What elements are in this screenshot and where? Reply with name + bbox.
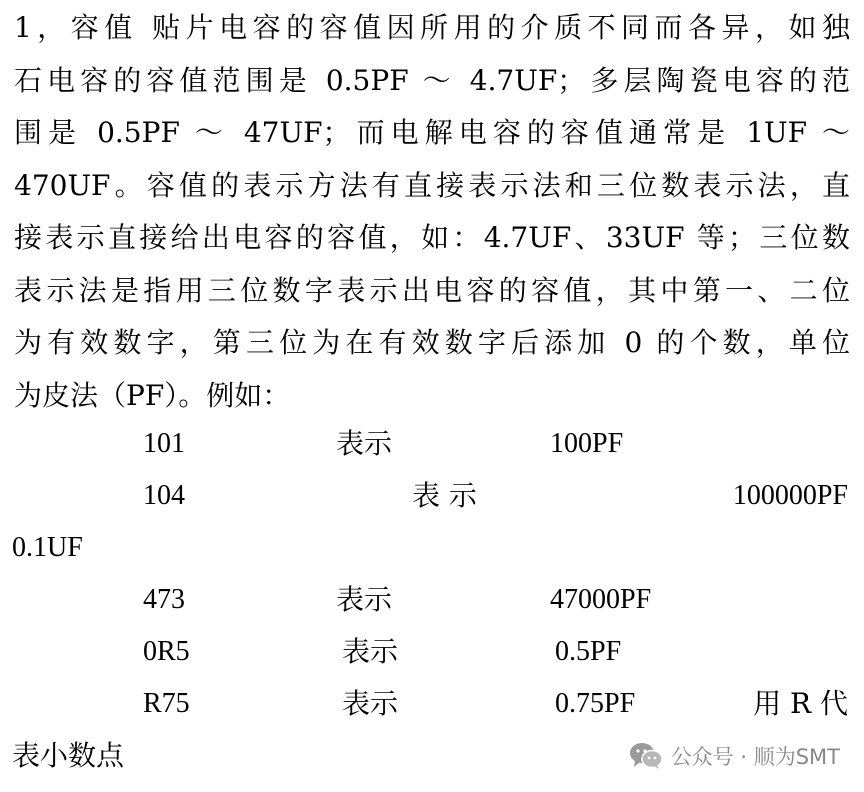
example-row — [0, 418, 864, 470]
example-value: 0.5PF — [555, 636, 622, 667]
example-continuation: 表小数点 — [12, 739, 125, 772]
paragraph-line: 1，容值 贴片电容的容值因所用的介质不同而各异，如独 — [14, 11, 850, 44]
example-code: 0R5 — [143, 636, 190, 667]
example-row — [0, 574, 864, 626]
watermark — [629, 740, 840, 772]
example-code: 104 — [143, 480, 185, 511]
paragraph-line: 为有效数字，第三位为在有效数字后添加 0 的个数，单位 — [14, 326, 850, 359]
example-row — [0, 626, 864, 678]
watermark-text: 公众号 · 顺为SMT — [670, 745, 840, 769]
paragraph-line: 为皮法（PF）。例如： — [14, 378, 291, 412]
example-word: 表示 — [342, 687, 399, 720]
example-word: 表示 — [336, 583, 393, 616]
example-continuation: 0.1UF — [12, 532, 83, 563]
capacitance-paragraph — [14, 2, 850, 422]
example-word: 表示 — [342, 635, 399, 668]
paragraph-line: 石电容的容值范围是 0.5PF ～ 4.7UF；多层陶瓷电容的范 — [14, 63, 850, 97]
example-code: 473 — [143, 584, 185, 615]
example-value: 0.75PF — [555, 688, 636, 719]
paragraph-line: 470UF。容值的表示方法有直接表示法和三位数表示法，直 — [14, 168, 850, 202]
example-value: 47000PF — [550, 584, 652, 615]
paragraph-line: 接表示直接给出电容的容值，如：4.7UF、33UF 等；三位数 — [14, 221, 850, 254]
paragraph-line: 表示法是指用三位数字表示出电容的容值，其中第一、二位 — [14, 273, 850, 307]
paragraph-line: 围是 0.5PF ～ 47UF；而电解电容的容值通常是 1UF ～ — [14, 116, 850, 149]
example-note: 用 R 代 — [753, 687, 848, 720]
wechat-icon — [629, 742, 663, 770]
example-value: 100000PF — [732, 480, 848, 511]
example-word: 表示 — [336, 427, 393, 460]
example-row — [0, 470, 864, 522]
example-row — [0, 678, 864, 730]
example-code: R75 — [143, 688, 190, 719]
example-code: 101 — [143, 428, 185, 459]
example-word: 表 示 — [412, 479, 477, 512]
example-value: 100PF — [550, 428, 624, 459]
